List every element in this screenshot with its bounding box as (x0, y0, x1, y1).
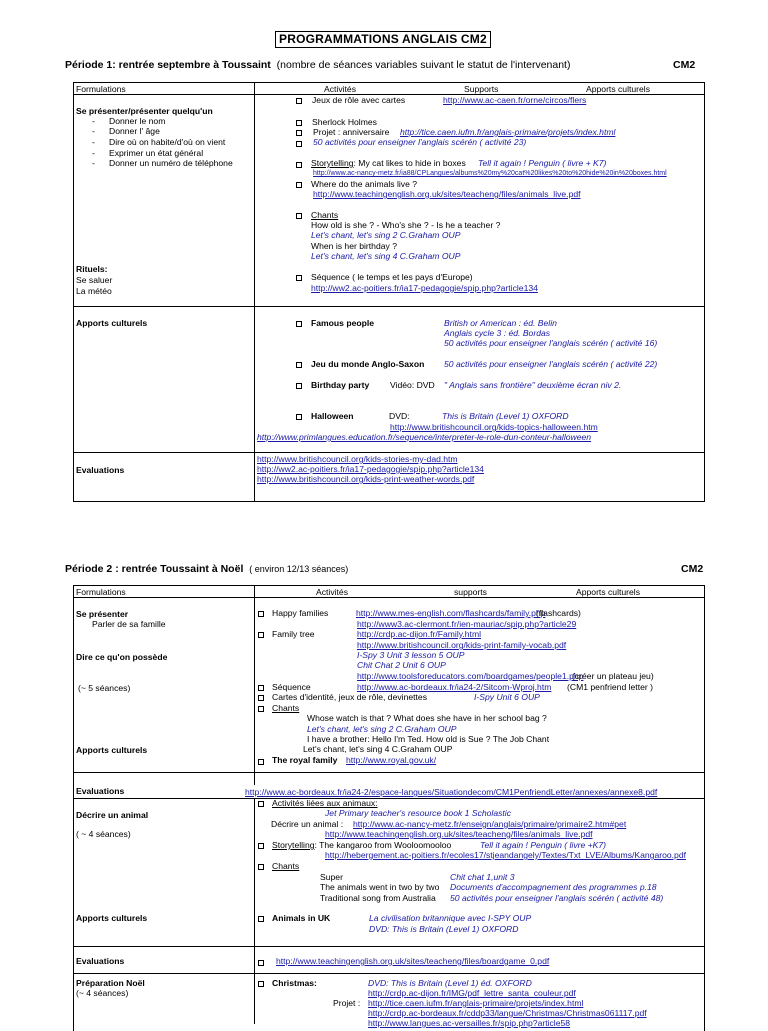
bullet-icon (258, 801, 264, 807)
period-2-level: CM2 (681, 563, 704, 575)
formulation-item: Parler de sa famille (92, 619, 166, 629)
dash-marker: - (92, 137, 95, 147)
support-text: DVD: This is Britain (Level 1) éd. OXFORD (368, 978, 532, 988)
formulation-item: Donner un numéro de téléphone (109, 158, 233, 168)
col-header-activites: Activités (316, 587, 348, 597)
bullet-icon (258, 864, 264, 870)
cultural-animals-uk: Animals in UK (272, 913, 331, 923)
row-divider (73, 452, 705, 453)
activity-link[interactable]: http://hebergement.ac-poitiers.fr/ecoles17/stjeandangely/Textes/Txt_LVE/Albums/Kangaroo.pdf (325, 850, 686, 860)
chant-source: Let's chant, let's sing 4 C.Graham OUP (303, 744, 453, 754)
rituel-saluer: Se saluer (76, 275, 113, 285)
bullet-icon (258, 960, 264, 966)
storytelling-title: : The kangaroo from Wooloomooloo (314, 840, 452, 850)
col-header-apports: Apports culturels (576, 587, 641, 597)
cultural-birthday-party: Birthday party (311, 380, 370, 390)
support-text: British or American : éd. Belin (444, 318, 557, 328)
section-se-presenter: Se présenter (76, 609, 129, 619)
cultural-halloween: Halloween (311, 411, 354, 421)
bullet-icon (258, 981, 264, 987)
activity-text: Activités liées aux animaux: (272, 798, 378, 808)
col-header-formulations: Formulations (76, 587, 126, 597)
activity-note: (créer un plateau jeu) (572, 671, 654, 681)
chant-titles: Traditional song from Australia (320, 893, 436, 903)
activity-text: Sherlock Holmes (312, 117, 377, 127)
support-text: 50 activités pour enseigner l'anglais scérén ( activité 22) (444, 359, 658, 369)
support-text: DVD: This is Britain (Level 1) OXFORD (369, 924, 519, 934)
storytelling-label: Storytelling (311, 158, 354, 168)
rituel-meteo: La météo (76, 286, 112, 296)
activity-text: Séquence ( le temps et les pays d'Europe) (311, 272, 473, 282)
activity-link[interactable]: http://www.toolsforeducators.com/boardgames/people1.php (357, 671, 584, 681)
chant-titles: The animals went in two by two (320, 882, 440, 892)
col-header-supports: Supports (464, 84, 499, 94)
section-apports-culturels: Apports culturels (76, 913, 148, 923)
evaluation-link[interactable]: http://www.ac-bordeaux.fr/ia24-2/espace-langues/Situationdecom/CM1PenfriendLetter/annexes/annexe8.pdf (245, 787, 658, 797)
bullet-icon (258, 843, 264, 849)
section-possede: Dire ce qu'on possède (76, 652, 168, 662)
period-1-heading: Période 1: rentrée septembre à Toussaint (65, 59, 271, 71)
section-evaluations: Evaluations (76, 956, 125, 966)
section-decrire-animal: Décrire un animal (76, 810, 149, 820)
support-text: Chit Chat 2 Unit 6 OUP (357, 660, 446, 670)
bullet-icon (296, 182, 302, 188)
activity-link[interactable]: http://tice.caen.iufm.fr/anglais-primaire/projets/index.html (368, 998, 584, 1008)
row-divider (73, 973, 705, 974)
section-apports-culturels: Apports culturels (76, 318, 148, 328)
activity-link[interactable]: http://www.primlangues.education.fr/sequence/interpreter-le-role-dun-conteur-halloween (257, 432, 592, 442)
formulation-item: Donner le nom (109, 116, 166, 126)
row-divider (73, 306, 705, 307)
chant-titles: I have a brother: Hello I'm Ted. How old is Sue ? The Job Chant (307, 734, 550, 744)
formulation-item: Exprimer un état général (109, 148, 204, 158)
period-1-heading-line (65, 59, 570, 71)
bullet-icon (258, 685, 264, 691)
bullet-icon (296, 414, 302, 420)
section-preparation-noel: Préparation Noël (76, 978, 145, 988)
support-text: 50 activités pour enseigner l'anglais scérén ( activité 16) (444, 338, 658, 348)
period-1-note: (nombre de séances variables suivant le statut de l'intervenant) (276, 59, 571, 71)
chant-titles: Super (320, 872, 343, 882)
period-2-heading-line (65, 563, 348, 575)
support-text: This is Britain (Level 1) OXFORD (442, 411, 569, 421)
support-text: " Anglais sans frontière" deuxième écran niv 2. (444, 380, 622, 390)
activity-link[interactable]: http://www.ac-caen.fr/orne/circos/flers (443, 95, 587, 105)
support-text: Let's chant, let's sing 2 C.Graham OUP (311, 230, 461, 240)
col-header-apports: Apports culturels (586, 84, 651, 94)
support-text: Documents d'accompagnement des programmes p.18 (450, 882, 657, 892)
section-evaluations: Evaluations (76, 465, 125, 475)
activity-storytelling (272, 840, 451, 850)
activity-note: (flashcards) (536, 608, 581, 618)
support-text: Anglais cycle 3 : éd. Bordas (444, 328, 551, 338)
bullet-icon (296, 98, 302, 104)
storytelling-label: Storytelling (272, 840, 315, 850)
section-evaluations: Evaluations (76, 786, 125, 796)
cultural-famous-people: Famous people (311, 318, 375, 328)
activity-link[interactable]: http://www.teachingenglish.org.uk/sites/teacheng/files/animals_live.pdf (325, 829, 593, 839)
support-text: Tell it again ! Penguin ( livre +K7) (480, 840, 607, 850)
support-text: 50 activités pour enseigner l'anglais scérén ( activité 48) (450, 893, 664, 903)
activity-link[interactable]: http://www.britishcouncil.org/kids-print-family-vocab.pdf (357, 640, 567, 650)
activity-link[interactable]: http://www.ac-nancy-metz.fr/ia88/CPLangues/albums%20my%20cat%20likes%20to%20hide%20in%20boxes.html (313, 170, 667, 177)
bullet-icon (296, 130, 302, 136)
dash-marker: - (92, 158, 95, 168)
activity-note: (CM1 penfriend letter ) (567, 682, 653, 692)
chants-label: Chants (311, 210, 339, 220)
column-divider (254, 82, 255, 501)
section-rituels: Rituels: (76, 264, 108, 274)
dash-marker: - (92, 126, 95, 136)
cultural-royal-family: The royal family (272, 755, 338, 765)
bullet-icon (296, 321, 302, 327)
dvd-label: DVD: (389, 411, 410, 421)
formulation-item: Donner l' âge (109, 126, 160, 136)
video-label: Vidéo: DVD (390, 380, 435, 390)
chant-titles: How old is she ? - Who's she ? - Is he a teacher ? (311, 220, 501, 230)
support-text: I-Spy 3 Unit 3 lesson 5 OUP (357, 650, 465, 660)
bullet-icon (258, 706, 264, 712)
bullet-icon (296, 383, 302, 389)
row-divider (73, 772, 705, 773)
col-header-activites: Activités (324, 84, 356, 94)
row-divider (73, 798, 705, 799)
period-2-note: ( environ 12/13 séances) (249, 564, 349, 574)
bullet-icon (258, 759, 264, 765)
activity-text: Where do the animals live ? (311, 179, 418, 189)
bullet-icon (296, 141, 302, 147)
support-text: Let's chant, let's sing 4 C.Graham OUP (311, 251, 461, 261)
section-apports-culturels: Apports culturels (76, 745, 148, 755)
activity-text: Family tree (272, 629, 315, 639)
bullet-icon (258, 916, 264, 922)
session-count: (~ 5 séances) (78, 683, 131, 693)
activity-link[interactable]: http://crdp.ac-dijon.fr/Family.html (357, 629, 482, 639)
section-se-presenter: Se présenter/présenter quelqu'un (76, 106, 213, 116)
evaluation-link[interactable]: http://ww2.ac-poitiers.fr/ia17-pedagogie/spip.php?article134 (257, 464, 484, 474)
activity-link[interactable]: http://www.teachingenglish.org.uk/sites/teacheng/files/animals_live.pdf (313, 189, 581, 199)
bullet-icon (258, 611, 264, 617)
dash-marker: - (92, 148, 95, 158)
bullet-icon (296, 162, 302, 168)
support-text: I-Spy Unit 6 OUP (474, 692, 540, 702)
bullet-icon (258, 695, 264, 701)
activity-text: Projet : (333, 998, 361, 1008)
chant-titles: Whose watch is that ? What does she have in her school bag ? (307, 713, 547, 723)
activity-text: Happy families (272, 608, 329, 618)
dash-marker: - (92, 116, 95, 126)
support-text: Tell it again ! Penguin ( livre + K7) (478, 158, 607, 168)
activity-link[interactable]: http://www3.ac-clermont.fr/ien-mauriac/spip.php?article29 (357, 619, 577, 629)
support-text: Chit chat 1,unit 3 (450, 872, 515, 882)
bullet-icon (296, 213, 302, 219)
chant-titles: When is her birthday ? (311, 241, 397, 251)
bullet-icon (296, 362, 302, 368)
support-text: 50 activités pour enseigner l'anglais scérén ( activité 23) (313, 137, 527, 147)
activity-text: Projet : anniversaire (313, 127, 390, 137)
cultural-jeu-monde: Jeu du monde Anglo-Saxon (311, 359, 425, 369)
support-text: Let's chant, let's sing 2 C.Graham OUP (307, 724, 457, 734)
column-divider (254, 585, 255, 785)
bullet-icon (296, 275, 302, 281)
activity-link[interactable]: http://ww2.ac-poitiers.fr/ia17-pedagogie/spip.php?article134 (311, 283, 538, 293)
row-divider (73, 597, 705, 598)
activity-link[interactable]: http://tice.caen.iufm.fr/anglais-primaire/projets/index.html (400, 127, 616, 137)
activity-link[interactable]: http://crdp.ac-bordeaux.fr/cddp33/langue/Christmas/Christmas061117.pdf (368, 1008, 647, 1018)
storytelling-title: : My cat likes to hide in boxes (353, 158, 466, 168)
column-divider (254, 798, 255, 1024)
chants-label: Chants (272, 703, 300, 713)
activity-text: Séquence (272, 682, 311, 692)
activity-link[interactable]: http://crdp.ac-dijon.fr/IMG/pdf_lettre_santa_couleur.pdf (368, 988, 576, 998)
bullet-icon (296, 120, 302, 126)
activity-link[interactable]: http://www.britishcouncil.org/kids-topics-halloween.htm (390, 422, 598, 432)
activity-link[interactable]: http://www.ac-bordeaux.fr/ia24-2/Sitcom-Wproj.htm (357, 682, 552, 692)
activity-link[interactable]: http://www.royal.gov.uk/ (346, 755, 437, 765)
col-header-formulations: Formulations (76, 84, 126, 94)
session-count: (~ 4 séances) (76, 988, 129, 998)
bullet-icon (258, 632, 264, 638)
page-title: PROGRAMMATIONS ANGLAIS CM2 (275, 31, 491, 48)
evaluation-link[interactable]: http://www.teachingenglish.org.uk/sites/teacheng/files/boardgame_0.pdf (276, 956, 550, 966)
session-count: ( ~ 4 séances) (76, 829, 131, 839)
formulation-item: Dire où on habite/d'où on vient (109, 137, 226, 147)
activity-link[interactable]: http://www.langues.ac-versailles.fr/spip.php?article58 (368, 1018, 571, 1028)
activity-text: Décrire un animal : (271, 819, 344, 829)
period-1-level: CM2 (673, 59, 696, 71)
chants-label: Chants (272, 861, 300, 871)
activity-link[interactable]: http://www.mes-english.com/flashcards/family.php (356, 608, 546, 618)
support-text: La civilisation britannique avec I-SPY OUP (369, 913, 532, 923)
activity-link[interactable]: http://www.ac-nancy-metz.fr/enseign/anglais/primaire/primaire2.htm#pet (353, 819, 627, 829)
col-header-supports: supports (454, 587, 487, 597)
cultural-christmas: Christmas: (272, 978, 317, 988)
support-text: Jet Primary teacher's resource book 1 Scholastic (325, 808, 512, 818)
row-divider (73, 946, 705, 947)
activity-storytelling (311, 158, 466, 168)
period-2-heading: Période 2 : rentrée Toussaint à Noël (65, 563, 244, 575)
evaluation-link[interactable]: http://www.britishcouncil.org/kids-stories-my-dad.htm (257, 454, 458, 464)
activity-text: Cartes d'identité, jeux de rôle, devinettes (272, 692, 427, 702)
activity-text: Jeux de rôle avec cartes (312, 95, 406, 105)
evaluation-link[interactable]: http://www.britishcouncil.org/kids-print-weather-words.pdf (257, 474, 475, 484)
